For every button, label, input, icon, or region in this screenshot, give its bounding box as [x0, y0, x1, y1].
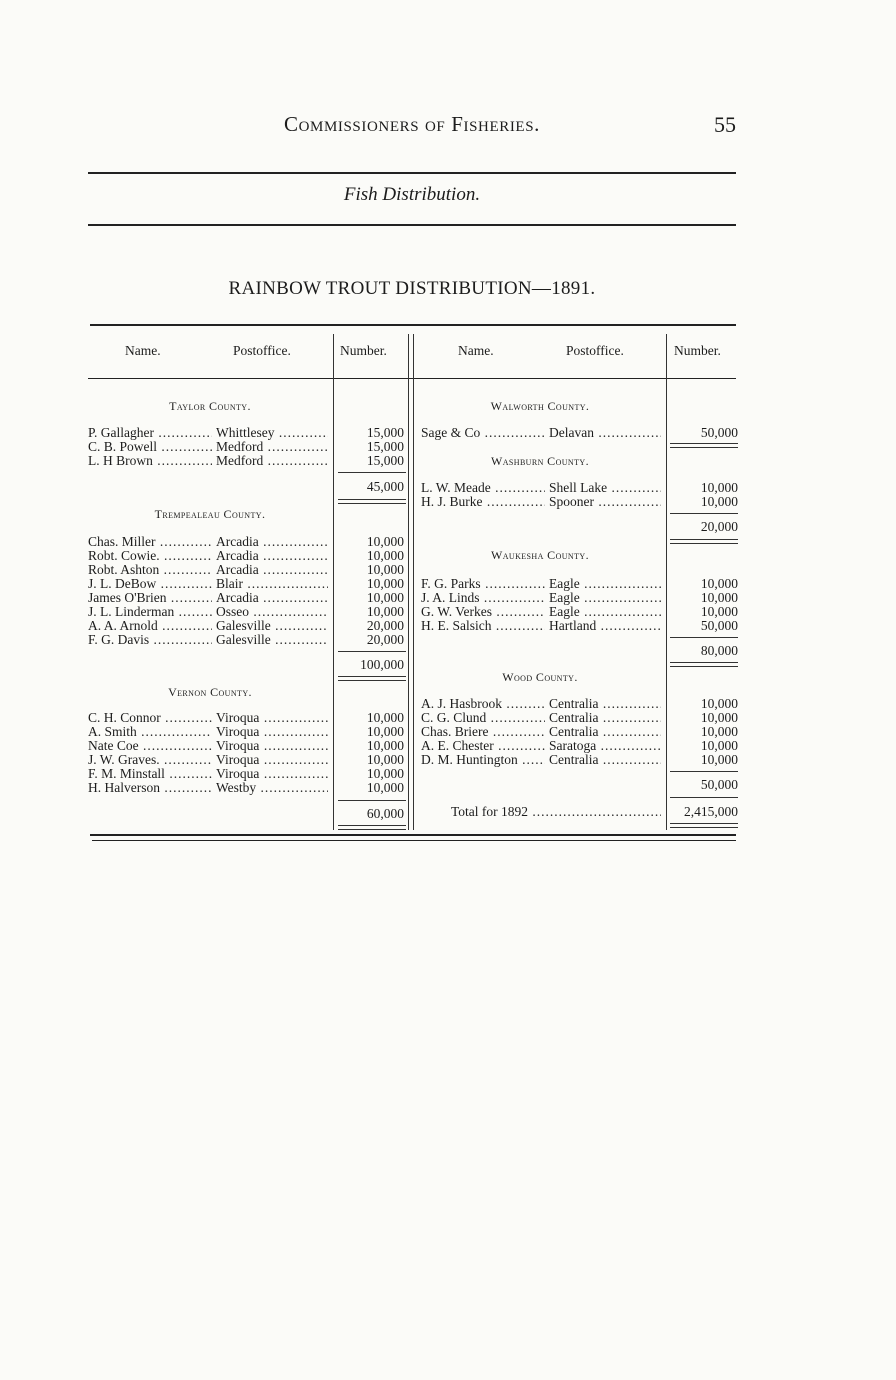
entry-number: 10,000 — [700, 604, 738, 619]
entry-name: Chas. Miller ..... — [88, 535, 212, 549]
entry-number: 10,000 — [366, 590, 404, 605]
entry-number: 10,000 — [700, 494, 738, 509]
entry-postoffice: Centralia ..... — [549, 725, 661, 739]
entry-name: A. J. Hasbrook ..... — [421, 697, 545, 711]
total-double-rule — [338, 825, 406, 830]
county-heading: Washburn County. — [491, 454, 589, 468]
entry-postoffice: Arcadia ..... — [216, 549, 328, 563]
county-total: 80,000 — [700, 643, 738, 658]
entry-name: James O'Brien ..... — [88, 591, 212, 605]
table-bottom-rule-2 — [92, 840, 736, 841]
entry-postoffice: Centralia ..... — [549, 697, 661, 711]
header-rule — [88, 172, 736, 174]
entry-postoffice: Arcadia ..... — [216, 563, 328, 577]
entry-number: 10,000 — [366, 562, 404, 577]
entry-postoffice: Arcadia ..... — [216, 535, 328, 549]
entry-number: 10,000 — [366, 752, 404, 767]
entry-name: C. B. Powell ..... — [88, 440, 212, 454]
entry-number: 10,000 — [700, 752, 738, 767]
county-total: 45,000 — [366, 479, 404, 494]
entry-postoffice: Centralia ..... — [549, 711, 661, 725]
subtotal-rule — [338, 472, 406, 473]
county-heading: Vernon County. — [168, 685, 252, 699]
entry-number: 10,000 — [700, 710, 738, 725]
entry-name: J. L. DeBow ..... — [88, 577, 212, 591]
county-heading: Trempealeau County. — [154, 507, 266, 521]
subtotal-rule — [338, 651, 406, 652]
entry-postoffice: Spooner ..... — [549, 495, 661, 509]
right-postoffice-header: Postoffice. — [566, 343, 624, 358]
grand-total-label: Total for 1892 ..... — [451, 805, 661, 819]
entry-number: 10,000 — [366, 780, 404, 795]
entry-name: A. A. Arnold ..... — [88, 619, 212, 633]
county-heading: Waukesha County. — [491, 548, 589, 562]
entry-number: 20,000 — [366, 632, 404, 647]
entry-name: A. E. Chester ..... — [421, 739, 545, 753]
total-double-rule — [670, 823, 738, 828]
entry-postoffice: Delavan ..... — [549, 426, 661, 440]
entry-postoffice: Eagle ..... — [549, 577, 661, 591]
entry-name: Sage & Co ..... — [421, 426, 545, 440]
entry-name: P. Gallagher ..... — [88, 426, 212, 440]
total-double-rule — [338, 676, 406, 681]
entry-name: H. Halverson ..... — [88, 781, 212, 795]
subtotal-rule — [670, 771, 738, 772]
county-total: 50,000 — [700, 777, 738, 792]
entry-postoffice: Blair ..... — [216, 577, 328, 591]
entry-name: Robt. Ashton ..... — [88, 563, 212, 577]
section-heading: Fish Distribution. — [343, 184, 481, 205]
entry-postoffice: Whittlesey ..... — [216, 426, 328, 440]
entry-number: 10,000 — [366, 766, 404, 781]
county-heading: Wood County. — [502, 670, 578, 684]
entry-postoffice: Viroqua ..... — [216, 739, 328, 753]
entry-name: C. H. Connor ..... — [88, 711, 212, 725]
center-divider — [408, 334, 409, 830]
right-name-header: Name. — [458, 343, 494, 358]
entry-number: 10,000 — [366, 738, 404, 753]
left-postoffice-header: Postoffice. — [233, 343, 291, 358]
left-name-header: Name. — [125, 343, 161, 358]
entry-number: 10,000 — [700, 738, 738, 753]
entry-postoffice: Hartland ..... — [549, 619, 661, 633]
entry-name: G. W. Verkes ..... — [421, 605, 545, 619]
left-number-divider — [333, 334, 334, 830]
entry-name: Robt. Cowie. ..... — [88, 549, 212, 563]
entry-postoffice: Medford ..... — [216, 454, 328, 468]
entry-number: 10,000 — [366, 548, 404, 563]
entry-postoffice: Viroqua ..... — [216, 725, 328, 739]
left-number-header: Number. — [340, 343, 387, 358]
entry-name: J. W. Graves. ..... — [88, 753, 212, 767]
entry-name: J. A. Linds ..... — [421, 591, 545, 605]
subtotal-rule — [670, 797, 738, 798]
entry-number: 10,000 — [700, 590, 738, 605]
county-total: 100,000 — [360, 657, 404, 672]
total-double-rule — [670, 539, 738, 544]
page-number: 55 — [714, 112, 736, 137]
entry-name: F. G. Davis ..... — [88, 633, 212, 647]
entry-postoffice: Osseo ..... — [216, 605, 328, 619]
county-heading: Walworth County. — [490, 399, 590, 413]
entry-postoffice: Galesville ..... — [216, 619, 328, 633]
entry-number: 10,000 — [700, 576, 738, 591]
entry-postoffice: Eagle ..... — [549, 591, 661, 605]
entry-number: 50,000 — [700, 618, 738, 633]
running-head — [88, 112, 736, 142]
entry-number: 20,000 — [366, 618, 404, 633]
entry-name: H. J. Burke ..... — [421, 495, 545, 509]
entry-postoffice: Viroqua ..... — [216, 753, 328, 767]
entry-number: 10,000 — [700, 696, 738, 711]
entry-number: 10,000 — [700, 480, 738, 495]
entry-postoffice: Galesville ..... — [216, 633, 328, 647]
entry-name: D. M. Huntington ..... — [421, 753, 545, 767]
entry-name: Nate Coe ..... — [88, 739, 212, 753]
subtotal-rule — [670, 513, 738, 514]
running-title: Commissioners of Fisheries. — [283, 112, 540, 136]
entry-name: J. L. Linderman ..... — [88, 605, 212, 619]
entry-postoffice: Centralia ..... — [549, 753, 661, 767]
grand-total-value: 2,415,000 — [684, 804, 738, 819]
entry-number: 10,000 — [366, 576, 404, 591]
entry-postoffice: Arcadia ..... — [216, 591, 328, 605]
entry-postoffice: Viroqua ..... — [216, 767, 328, 781]
entry-postoffice: Eagle ..... — [549, 605, 661, 619]
right-number-divider — [666, 334, 667, 830]
county-total: 60,000 — [366, 806, 404, 821]
subtotal-rule — [670, 637, 738, 638]
entry-postoffice: Viroqua ..... — [216, 711, 328, 725]
entry-number: 10,000 — [366, 710, 404, 725]
entry-name: F. G. Parks ..... — [421, 577, 545, 591]
entry-name: Chas. Briere ..... — [421, 725, 545, 739]
right-number-header: Number. — [674, 343, 721, 358]
entry-postoffice: Saratoga ..... — [549, 739, 661, 753]
total-double-rule — [338, 499, 406, 504]
entry-name: C. G. Clund ..... — [421, 711, 545, 725]
section-rule — [88, 224, 736, 226]
table-bottom-rule — [90, 834, 736, 836]
entry-name: L. W. Meade ..... — [421, 481, 545, 495]
entry-postoffice: Medford ..... — [216, 440, 328, 454]
entry-name: L. H Brown ..... — [88, 454, 212, 468]
table-top-rule — [90, 324, 736, 326]
county-heading: Taylor County. — [169, 399, 251, 413]
entry-number: 15,000 — [366, 453, 404, 468]
total-double-rule — [670, 662, 738, 667]
entry-postoffice: Shell Lake ..... — [549, 481, 661, 495]
entry-number: 50,000 — [700, 425, 738, 440]
table-title: RAINBOW TROUT DISTRIBUTION—1891. — [228, 278, 596, 299]
entry-number: 10,000 — [366, 604, 404, 619]
subtotal-rule — [338, 800, 406, 801]
entry-number: 15,000 — [366, 425, 404, 440]
entry-number: 10,000 — [366, 724, 404, 739]
entry-name: A. Smith ..... — [88, 725, 212, 739]
entry-number: 10,000 — [700, 724, 738, 739]
entry-name: H. E. Salsich ..... — [421, 619, 545, 633]
entry-number: 10,000 — [366, 534, 404, 549]
entry-postoffice: Westby ..... — [216, 781, 328, 795]
county-total: 20,000 — [700, 519, 738, 534]
total-double-rule — [670, 443, 738, 448]
entry-name: F. M. Minstall ..... — [88, 767, 212, 781]
table-head-rule — [88, 378, 736, 379]
entry-number: 15,000 — [366, 439, 404, 454]
center-divider-2 — [413, 334, 414, 830]
